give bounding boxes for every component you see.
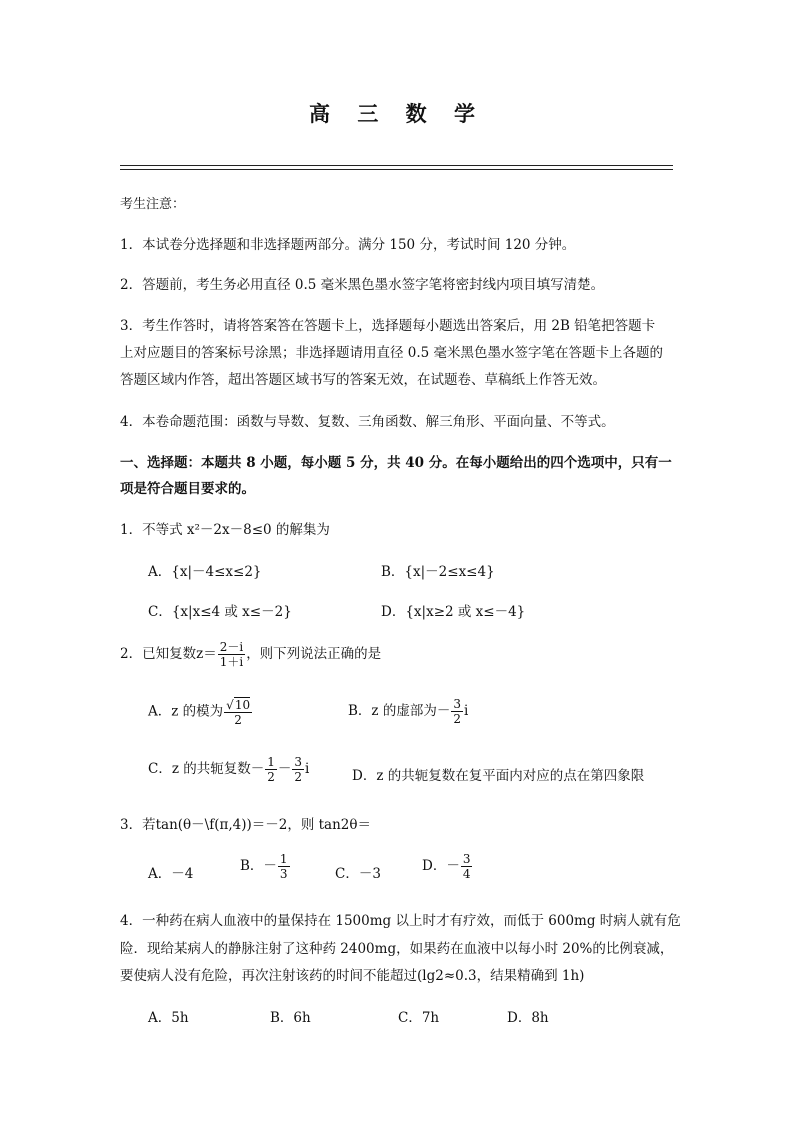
section-heading-line-2: 项是符合题目要求的。 <box>120 481 255 497</box>
q2-b-num: 3 <box>453 697 461 711</box>
header-rule-top <box>120 165 673 166</box>
q2-stem-suffix: ，则下列说法正确的是 <box>246 646 382 662</box>
q3-option-c: C．－3 <box>335 866 381 882</box>
q1-option-b: B．{x|－2≤x≤4} <box>381 564 495 580</box>
q3-d-den: 4 <box>462 867 471 881</box>
q2-b-suffix: i <box>463 703 469 719</box>
notice-item-3: 3．考生作答时，请将答案答在答题卡上，选择题每小题选出答案后，用 2B 铅笔把答题卡 <box>120 318 656 334</box>
q3-option-b <box>240 852 291 881</box>
q4-option-a: A．5h <box>148 1010 189 1026</box>
question-1-stem <box>120 518 330 538</box>
q2-c-den-2: 2 <box>294 770 303 784</box>
q2-b-fraction <box>451 697 463 726</box>
q3-b-den: 3 <box>279 867 288 881</box>
notice-item-3-cont-2: 答题区域内作答，超出答题区域书写的答案无效，在试题卷、草稿纸上作答无效。 <box>120 372 606 388</box>
q2-option-c <box>148 755 309 784</box>
q2-a-num: 10 <box>234 698 251 712</box>
notice-heading: 考生注意： <box>120 197 186 212</box>
q2-c-prefix: C．z 的共轭复数－ <box>148 761 265 777</box>
q2-frac-den: 1＋i <box>219 655 244 669</box>
q2-b-prefix: B．z 的虚部为－ <box>348 703 451 719</box>
q4-option-b: B．6h <box>270 1010 311 1026</box>
q2-option-d: D．z 的共轭复数在复平面内对应的点在第四象限 <box>352 768 645 784</box>
sqrt-icon: √ <box>226 698 234 712</box>
q1-stem-prefix: 1．不等式 <box>120 522 187 538</box>
q3-d-fraction <box>461 852 473 881</box>
q1-option-c: C．{x|x≤4 或 x≤－2} <box>148 604 292 620</box>
q1-stem-math: x²－2x－8≤0 <box>186 522 272 538</box>
q2-option-b <box>348 697 468 726</box>
q3-b-num: 1 <box>279 852 288 866</box>
q1-stem-suffix: 的解集为 <box>271 522 330 538</box>
q1-option-a: A．{x|－4≤x≤2} <box>148 564 262 580</box>
q3-d-num: 3 <box>462 852 471 866</box>
question-3-stem: 3．若tan(θ－\f(π,4))＝－2，则 tan2θ＝ <box>120 817 372 833</box>
notice-item-4: 4．本卷命题范围：函数与导数、复数、三角函数、解三角形、平面向量、不等式。 <box>120 414 615 430</box>
q2-c-fraction-2 <box>292 755 304 784</box>
notice-item-2: 2．答题前，考生务必用直径 0.5 毫米黑色墨水签字笔将密封线内项目填写清楚。 <box>120 277 605 293</box>
q2-b-den: 2 <box>453 712 461 726</box>
q3-b-prefix: B．－ <box>240 858 277 874</box>
q2-c-suffix: i <box>305 761 310 777</box>
q2-a-prefix: A．z 的模为 <box>148 703 224 720</box>
header-rule-bottom <box>120 169 673 170</box>
q2-c-num-2: 3 <box>294 755 303 769</box>
question-4-line-1: 4．一种药在病人血液中的量保持在 1500mg 以上时才有疗效，而低于 600mg 时病人就有危 <box>120 913 681 929</box>
q3-option-a: A．－4 <box>148 866 194 882</box>
question-2-stem <box>120 640 381 669</box>
q3-option-d <box>422 852 473 881</box>
q2-c-fraction-1 <box>265 755 277 784</box>
q2-stem-prefix: 2．已知复数z＝ <box>120 646 217 662</box>
section-heading-line-1: 一、选择题：本题共 8 小题，每小题 5 分，共 40 分。在每小题给出的四个选项中，只有一 <box>120 455 672 471</box>
q2-c-den-1: 2 <box>267 770 275 784</box>
q1-option-d: D．{x|x≥2 或 x≤－4} <box>381 604 526 620</box>
q2-a-den: 2 <box>234 713 242 727</box>
page-title: 高 三 数 学 <box>309 101 485 126</box>
q2-c-mid: － <box>277 761 292 777</box>
question-4-line-2: 险．现给某病人的静脉注射了这种药 2400mg，如果药在血液中以每小时 20%的比例衰减， <box>120 941 674 957</box>
q2-frac-num: 2－i <box>219 640 244 654</box>
q2-a-fraction <box>224 697 252 727</box>
q2-option-a <box>148 697 253 727</box>
q4-option-c: C．7h <box>398 1010 440 1026</box>
q2-fraction <box>218 640 245 669</box>
q2-c-num-1: 1 <box>267 755 275 769</box>
question-4-line-3: 要使病人没有危险，再次注射该药的时间不能超过(lg2≈0.3，结果精确到 1h) <box>120 968 585 984</box>
notice-item-3-cont-1: 上对应题目的答案标号涂黑；非选择题请用直径 0.5 毫米黑色墨水签字笔在答题卡上各题的 <box>120 345 664 361</box>
q4-option-d: D．8h <box>507 1010 549 1026</box>
q3-d-prefix: D．－ <box>422 858 460 874</box>
q3-b-fraction <box>278 852 290 881</box>
notice-item-1: 1．本试卷分选择题和非选择题两部分。满分 150 分，考试时间 120 分钟。 <box>120 237 576 253</box>
